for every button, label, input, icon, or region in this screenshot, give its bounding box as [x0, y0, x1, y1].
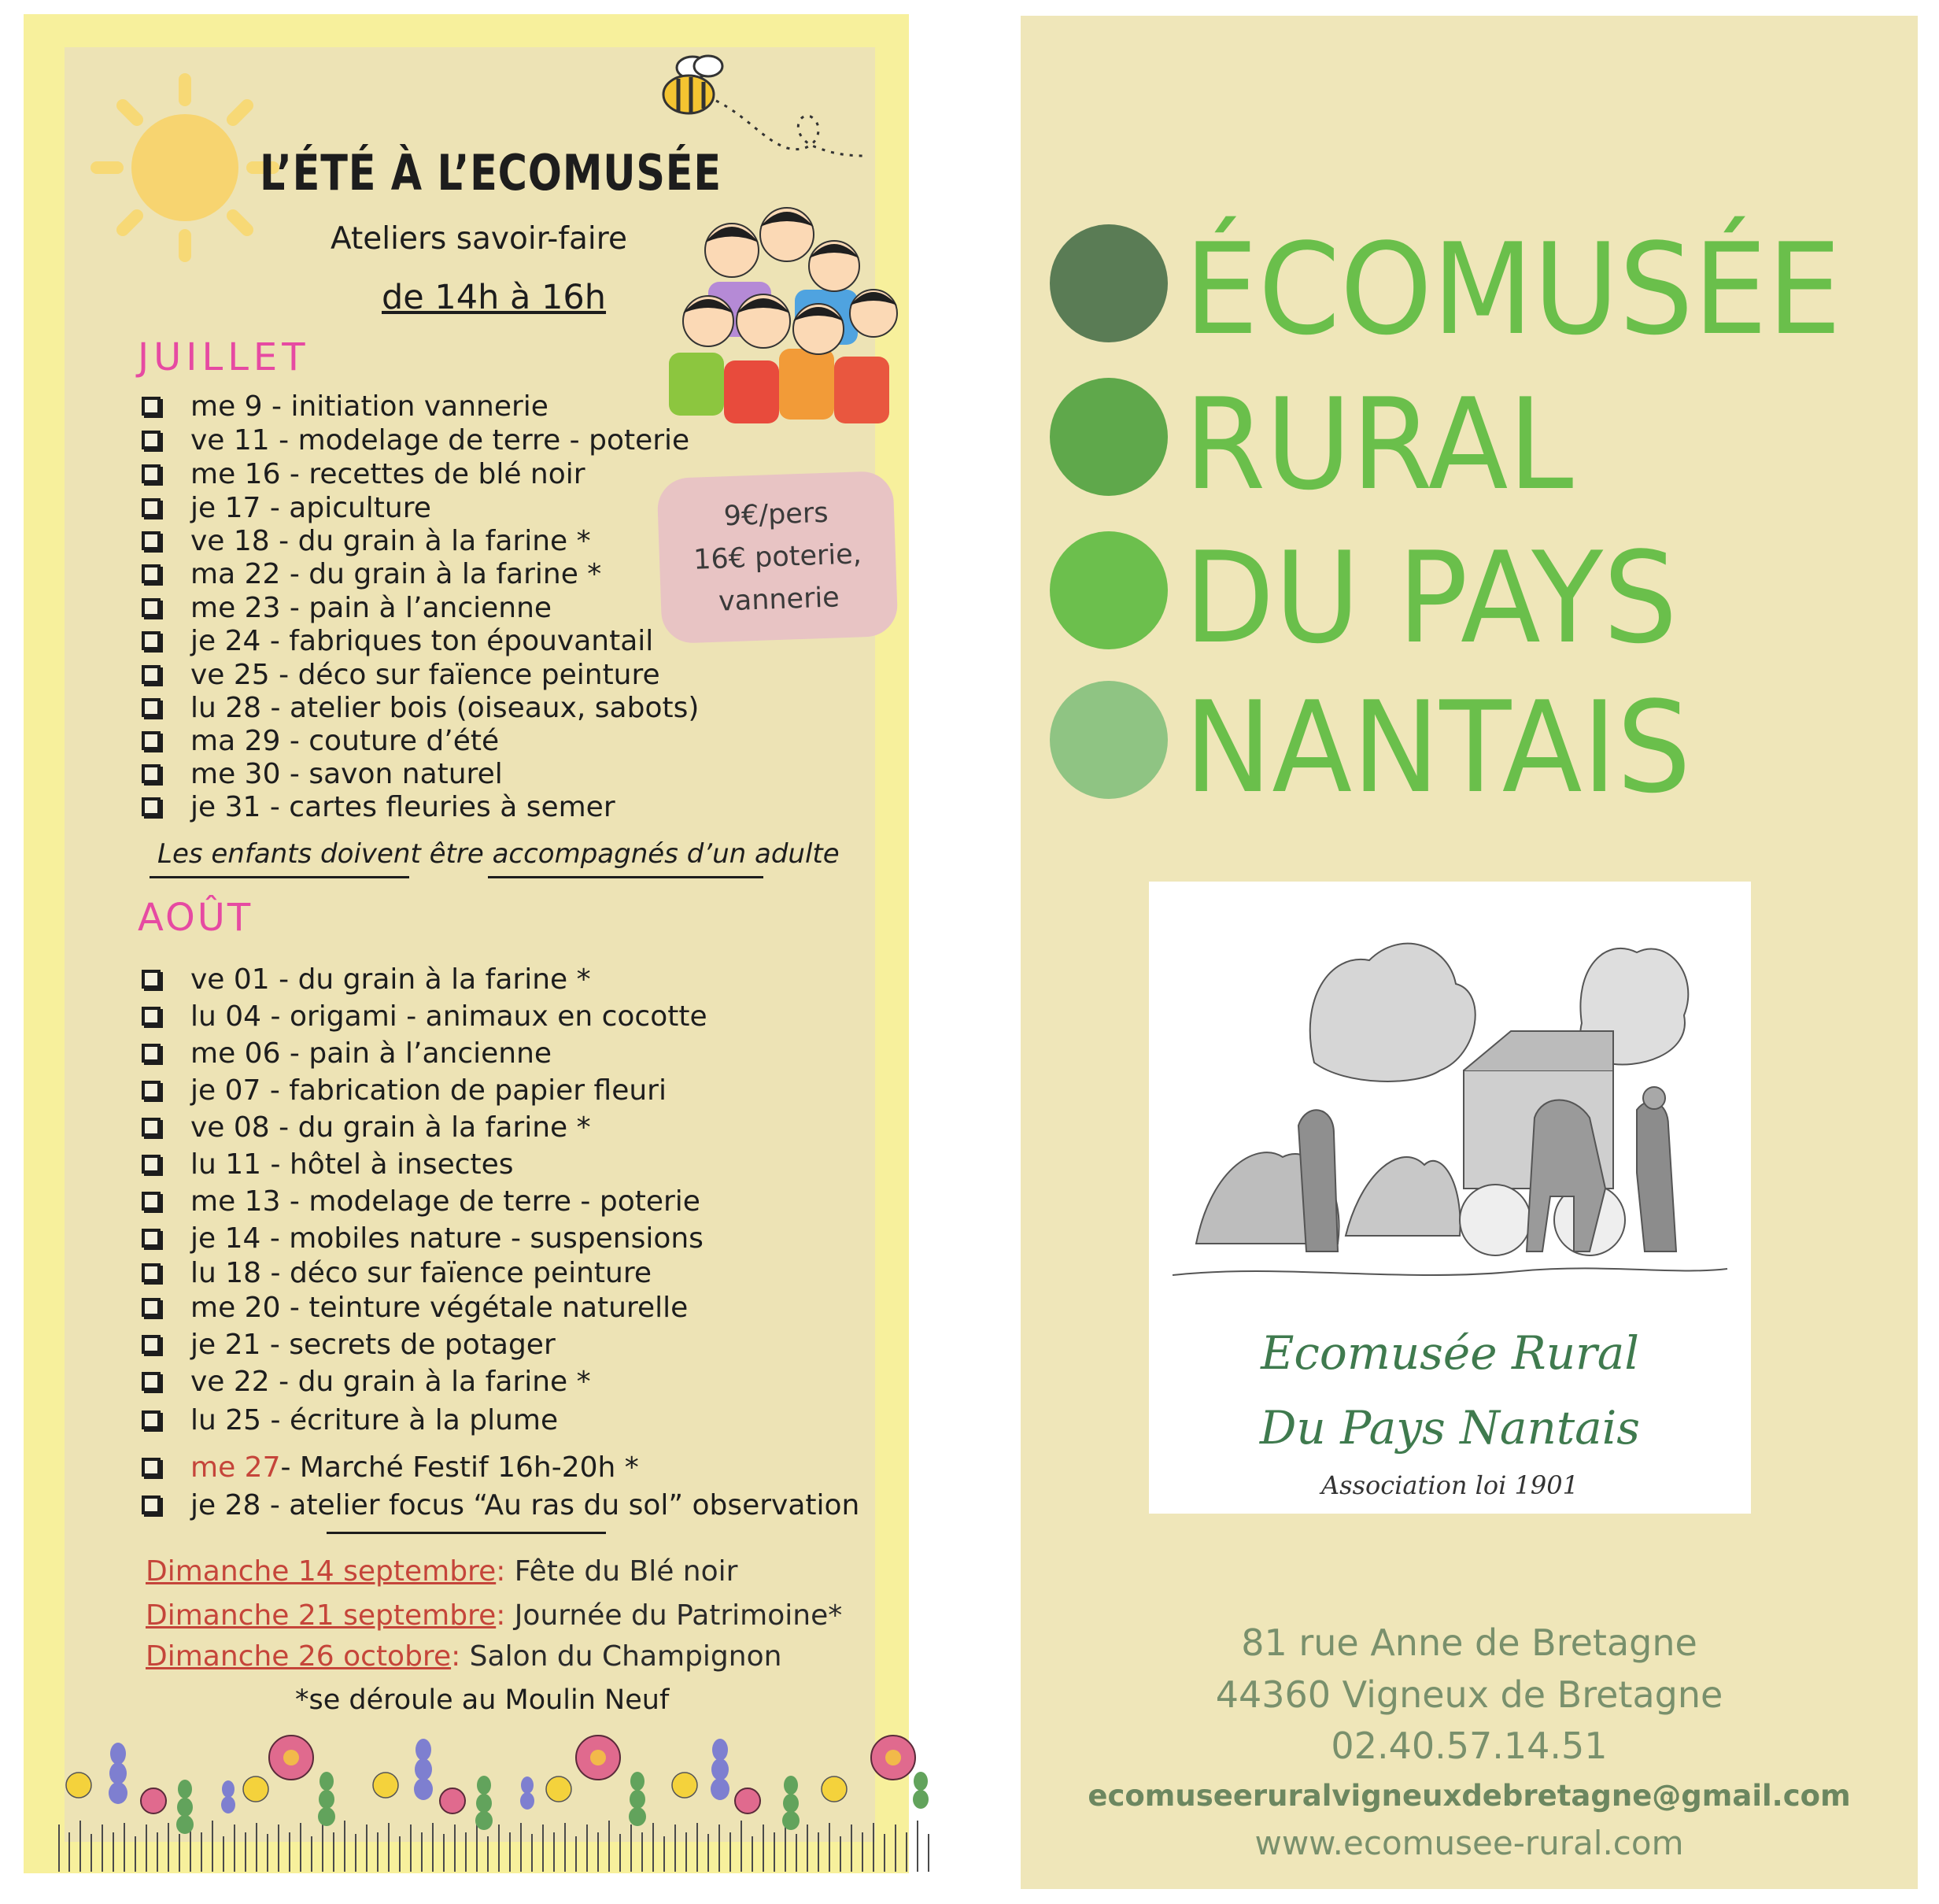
- event-line: Dimanche 14 septembre: Fête du Blé noir: [146, 1555, 738, 1588]
- list-item: ve 11 - modelage de terre - poterie: [142, 423, 689, 457]
- flyer-subtitle: Ateliers savoir-faire: [331, 221, 627, 257]
- checkbox-icon: [142, 1118, 161, 1137]
- list-item: ma 29 - couture d’été: [142, 724, 499, 757]
- green-dot-icon: [1050, 224, 1168, 342]
- phone-number[interactable]: 02.40.57.14.51: [1331, 1725, 1608, 1767]
- address-line: 44360 Vigneux de Bretagne: [1215, 1673, 1723, 1716]
- list-item: me 9 - initiation vannerie: [142, 390, 548, 423]
- checkbox-icon: [142, 464, 161, 483]
- list-item: lu 25 - écriture à la plume: [142, 1403, 558, 1436]
- footnote: *se déroule au Moulin Neuf: [295, 1684, 670, 1716]
- checkbox-icon: [142, 598, 161, 617]
- checkbox-icon: [142, 970, 161, 989]
- event-line: Dimanche 26 octobre: Salon du Champignon: [146, 1640, 782, 1673]
- checkbox-icon: [142, 764, 161, 783]
- checkbox-icon: [142, 1495, 161, 1514]
- price-line: 16€ poterie,: [692, 538, 862, 576]
- checkbox-icon: [142, 1335, 161, 1354]
- heading-word: RURAL: [1184, 371, 1574, 518]
- logo-text: Ecomusée Rural: [1261, 1326, 1639, 1380]
- sun-icon: [90, 73, 279, 262]
- list-item: lu 04 - origami - animaux en cocotte: [142, 1000, 707, 1033]
- checkbox-icon: [142, 1263, 161, 1282]
- email-link[interactable]: ecomuseeruralvigneuxdebretagne@gmail.com: [1088, 1779, 1851, 1813]
- address-line: 81 rue Anne de Bretagne: [1241, 1621, 1697, 1664]
- heading-word: DU PAYS: [1184, 524, 1678, 671]
- green-dot-icon: [1050, 531, 1168, 649]
- checkbox-icon: [142, 498, 161, 517]
- divider: [150, 876, 409, 878]
- list-item: ma 22 - du grain à la farine *: [142, 557, 601, 590]
- list-item: je 14 - mobiles nature - suspensions: [142, 1222, 704, 1255]
- list-item: lu 11 - hôtel à insectes: [142, 1148, 514, 1181]
- list-item: je 07 - fabrication de papier fleuri: [142, 1074, 667, 1107]
- checkbox-icon: [142, 1155, 161, 1174]
- heading-word: ÉCOMUSÉE: [1184, 216, 1841, 363]
- website-link[interactable]: www.ecomusee-rural.com: [1254, 1824, 1684, 1862]
- checkbox-icon: [142, 1298, 161, 1317]
- checkbox-icon: [142, 531, 161, 550]
- green-dot-icon: [1050, 378, 1168, 496]
- list-item: ve 25 - déco sur faïence peinture: [142, 658, 660, 691]
- checkbox-icon: [142, 731, 161, 750]
- month-heading-juillet: JUILLET: [138, 335, 310, 379]
- checkbox-icon: [142, 397, 161, 416]
- month-heading-aout: AOÛT: [138, 896, 253, 940]
- list-item: me 06 - pain à l’ancienne: [142, 1037, 552, 1070]
- checkbox-icon: [142, 797, 161, 816]
- list-item: je 31 - cartes fleuries à semer: [142, 790, 615, 823]
- checkbox-icon: [142, 564, 161, 583]
- divider: [488, 876, 763, 878]
- divider: [327, 1532, 606, 1534]
- checkbox-icon: [142, 1458, 161, 1477]
- price-line: 9€/pers: [723, 497, 829, 533]
- flower-border-illustration: [55, 1714, 936, 1872]
- list-item: me 27 - Marché Festif 16h-20h *: [142, 1451, 639, 1484]
- list-item: ve 01 - du grain à la farine *: [142, 963, 591, 996]
- flyer-title: L’ÉTÉ À L’ECOMUSÉE: [260, 144, 722, 201]
- list-item: me 13 - modelage de terre - poterie: [142, 1185, 700, 1218]
- heading-word: NANTAIS: [1184, 674, 1691, 821]
- checkbox-icon: [142, 665, 161, 684]
- children-note: Les enfants doivent être accompagnés d’un adulte: [157, 838, 840, 870]
- checkbox-icon: [142, 431, 161, 449]
- event-line: Dimanche 21 septembre: Journée du Patrimoine*: [146, 1599, 843, 1632]
- list-item: je 17 - apiculture: [142, 491, 431, 524]
- checkbox-icon: [142, 1372, 161, 1391]
- list-item: lu 18 - déco sur faïence peinture: [142, 1256, 652, 1289]
- checkbox-icon: [142, 1044, 161, 1063]
- checkbox-icon: [142, 1410, 161, 1429]
- list-item: je 21 - secrets de potager: [142, 1328, 556, 1361]
- list-item: me 30 - savon naturel: [142, 757, 503, 790]
- list-item: ve 18 - du grain à la farine *: [142, 524, 591, 557]
- logo-text: Du Pays Nantais: [1259, 1401, 1641, 1455]
- ecomusee-cover-panel: [1021, 16, 1918, 1889]
- list-item: je 24 - fabriques ton épouvantail: [142, 624, 653, 657]
- workshop-hours: de 14h à 16h: [382, 278, 607, 317]
- checkbox-icon: [142, 631, 161, 650]
- logo-text: Association loi 1901: [1321, 1470, 1579, 1500]
- list-item: lu 28 - atelier bois (oiseaux, sabots): [142, 691, 699, 724]
- price-badge: [656, 471, 898, 644]
- harvest-sketch-illustration: [1165, 905, 1735, 1307]
- list-item: ve 22 - du grain à la farine *: [142, 1365, 591, 1398]
- checkbox-icon: [142, 1192, 161, 1211]
- list-item: je 28 - atelier focus “Au ras du sol” observation: [142, 1488, 859, 1521]
- association-logo: [1149, 882, 1751, 1514]
- list-item: me 20 - teinture végétale naturelle: [142, 1291, 688, 1324]
- checkbox-icon: [142, 1081, 161, 1100]
- price-line: vannerie: [718, 582, 840, 618]
- green-dot-icon: [1050, 681, 1168, 799]
- list-item: me 16 - recettes de blé noir: [142, 457, 585, 490]
- checkbox-icon: [142, 698, 161, 717]
- summer-workshops-flyer: [24, 14, 909, 1873]
- checkbox-icon: [142, 1229, 161, 1248]
- list-item: me 23 - pain à l’ancienne: [142, 591, 552, 624]
- list-item: ve 08 - du grain à la farine *: [142, 1111, 591, 1144]
- checkbox-icon: [142, 1007, 161, 1026]
- children-group-illustration: [637, 203, 921, 431]
